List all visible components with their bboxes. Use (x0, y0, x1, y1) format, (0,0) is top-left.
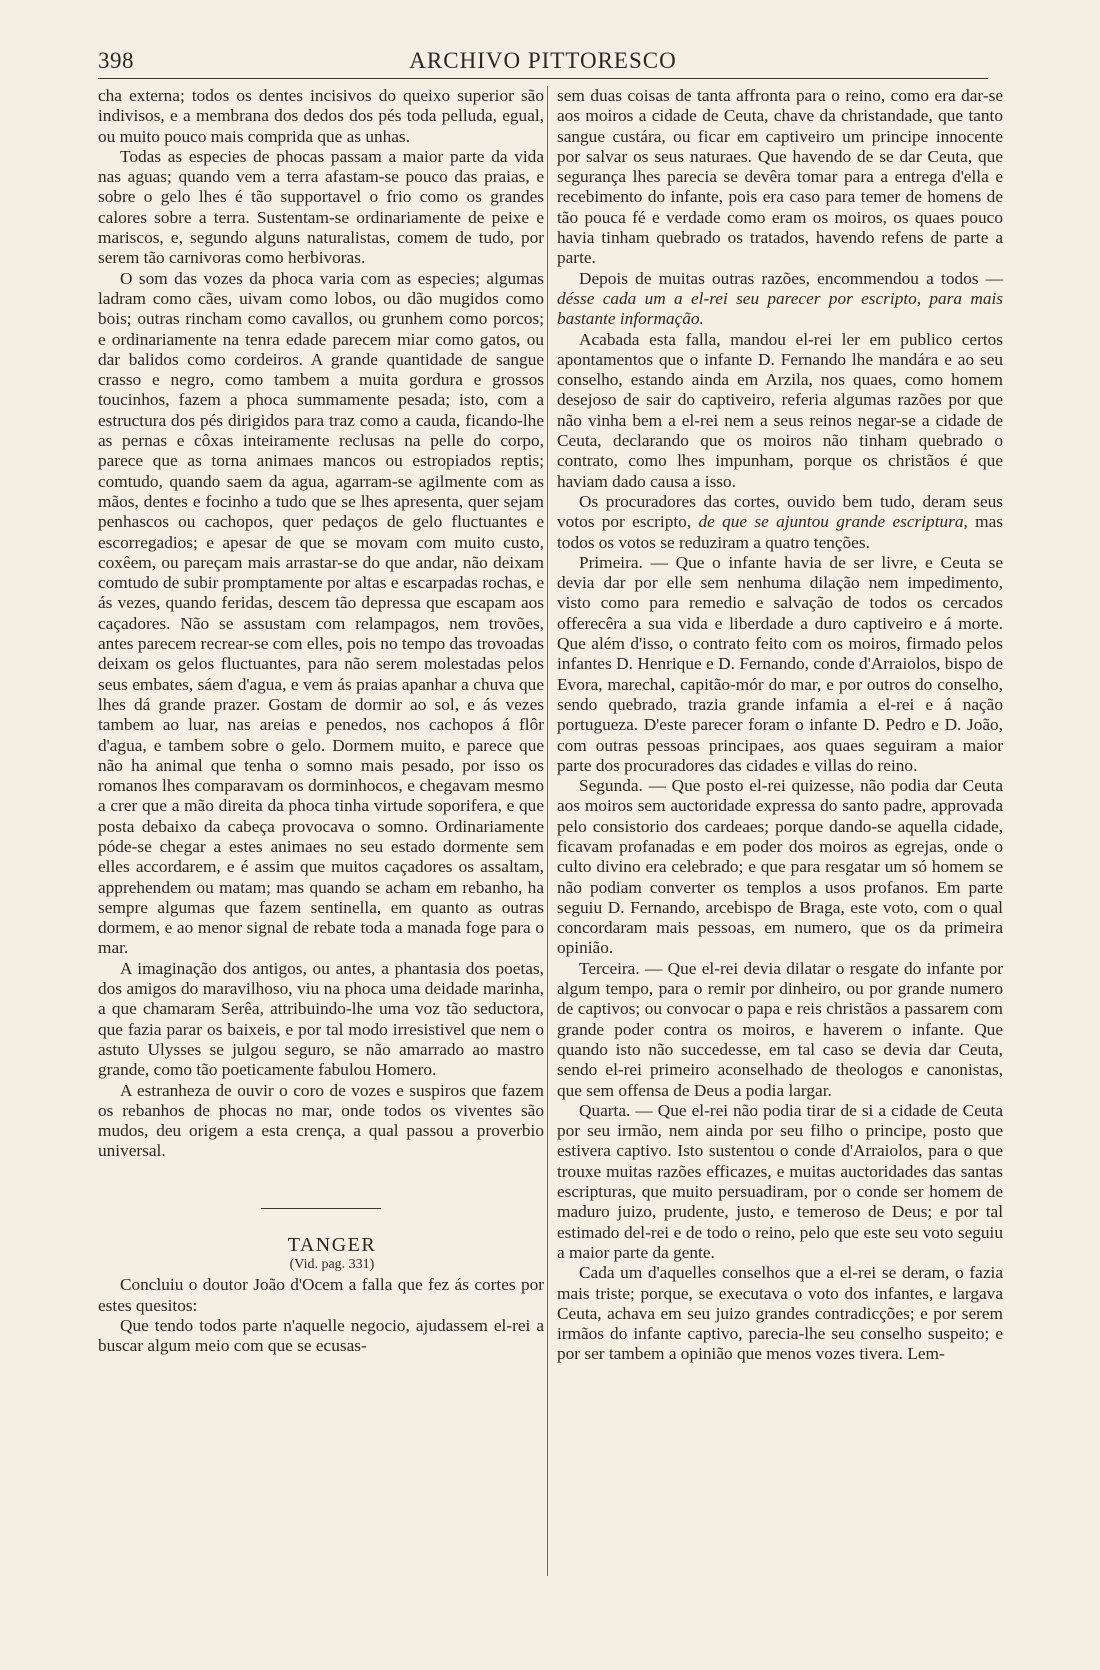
header-rule (98, 78, 988, 79)
italic-text: désse cada um a el-rei seu parecer por escripto, para mais bastante informação. (557, 288, 1003, 329)
italic-text: de que se ajuntou grande escriptura, (698, 512, 968, 532)
paragraph: Acabada esta falla, mandou el-rei ler em publico certos apontamentos que o infante D. Fernando lhe mandára e ao seu conselho, estando ainda em Arzila, nos quaes, como homem desejoso de sair do captiveiro, referia algumas razões por que não vinha bem a el-rei nem a seus reinos negar-se a cidade de Ceuta, declarando que os moiros não tinham quebrado o contrato, como lhes impunham, porque os christãos é que haviam dado causa a isso. (557, 329, 1003, 491)
paragraph: Cada um d'aquelles conselhos que a el-rei se deram, o fazia mais triste; porque, se executava o voto dos infantes, e largava Ceuta, achava em seu juizo grandes contradicções; e por serem irmãos do infante captivo, parecia-lhe seu conselho suspeito; e por ser tambem a opinião que menos vozes tivera. Lem- (557, 1263, 1003, 1364)
paragraph: sem duas coisas de tanta affronta para o reino, como era dar-se aos moiros a cidade de Ceuta, chave da christandade, que tanto sangue custára, ou ficar em captiveiro um principe innocente por salvar os seus naturaes. Que havendo de se dar Ceuta, que segurança lhes parecia se devêra tomar para a entrega d'ella e recebimento do infante, pois era caso para temer de homens de tão pouca fé e verdade como eram os moiros, os quaes pouco havia tinham quebrado os tratados, havendo refens de parte a parte. (557, 86, 1003, 268)
paragraph (557, 269, 1003, 330)
paragraph: A imaginação dos antigos, ou antes, a phantasia dos poetas, dos amigos do maravilhoso, viu na phoca uma deidade marinha, a que chamaram Serêa, attribuindo-lhe uma voz tão seductora, que fazia parar os baixeis, e por tal modo irresistivel que nem o astuto Ulysses se julgou seguro, se não amarrado ao mastro grande, como tão poeticamente fabulou Homero. (98, 958, 544, 1080)
page-number: 398 (98, 48, 134, 73)
paragraph: Todas as especies de phocas passam a maior parte da vida nas aguas; quando vem a terra afastam-se pouco das praias, e sobre o gelo lhes é tão supportavel o frio como os grandes calores sobre a terra. Sustentam-se ordinariamente de peixe e mariscos, e, segundo alguns naturalistas, comem de tudo, por serem tão carnivoras como herbivoras. (98, 146, 544, 268)
paragraph: O som das vozes da phoca varia com as especies; algumas ladram como cães, uivam como lobos, ou dão mugidos como bois; outras rincham como cavallos, ou grunhem como porcos; e ordinariamente na tenra edade parecem miar como gatos, ou dar balidos como cordeiros. A grande quantidade de sangue crasso e negro, como tambem a muita gordura e grossos toucinhos, fazem a phoca summamente pesada; isto, com a estructura dos pés dirigidos para traz como a cauda, ficando-lhe as pernas e côxas inteiramente reclusas na pelle do corpo, parece que as torna animaes mancos ou estropiados reptis; comtudo, quando saem da agua, agarram-se agilmente com as mãos, dentes e focinho a tudo que se lhes apresenta, quer sejam penhascos ou cachopos, quer pedaços de gelo fluctuantes e escorregadios; e apesar de que se movam com muito custo, coxêem, ou pareçam mais arrastar-se do que andar, não deixam comtudo de subir promptamente por altas e escarpadas rochas, e ás vezes, quando feridas, descem tão depressa que escapam aos caçadores. Não se assustam com relampagos, nem trovões, antes parecem recrear-se com elles, pois no tempo das trovoadas deixam os gelos fluctuantes, para não serem molestadas pelos seus embates, sáem d'agua, e vem ás praias apanhar a chuva que lhes dá grande prazer. Gostam de dormir ao sol, e ás vezes tambem ao luar, nas areias e penedos, nos cachopos á flôr d'agua, e tambem sobre o gelo. Dormem muito, e parece que não ha animal que tenha o somno mais pesado, por isso os romanos lhes comparavam os dorminhocos, e chegavam mesmo a crer que a mão direita da phoca tinha virtude soporifera, e que posta debaixo da cabeça provocava o somno. Ordinariamente póde-se chegar a estes animaes no seu estado dormente sem elles accordarem, e é assim que muitos caçadores os assaltam, apprehendem ou matam; mas quando se acham em rebanho, ha sempre algumas que fazem sentinella, em quanto as outras dormem, e ao menor signal de rebate toda a manada foge para o mar. (98, 268, 544, 958)
text-run: Os procuradores das cortes, ouvido bem tudo, deram seus votos por escripto, (557, 491, 1003, 532)
running-title: ARCHIVO PITTORESCO (409, 48, 677, 73)
right-column (557, 86, 1003, 1365)
paragraph: A estranheza de ouvir o coro de vozes e suspiros que fazem os rebanhos de phocas no mar, onde todos os viventes são mudos, deu origem a esta crença, a qual passou a proverbio universal. (98, 1080, 544, 1161)
paragraph (557, 492, 1003, 553)
page-header (98, 44, 988, 78)
paragraph: Que tendo todos parte n'aquelle negocio, ajudassem el-rei a buscar algum meio com que se ecusas- (98, 1315, 544, 1356)
left-column (98, 86, 544, 1357)
paragraph: cha externa; todos os dentes incisivos do queixo superior são indivisos, e a membrana dos dedos dos pés toda pelluda, egual, ou muito pouco mais comprida que as unhas. (98, 86, 544, 146)
text-run: mas todos os votos se reduziram a quatro tenções. (557, 512, 1003, 552)
paragraph: Terceira. — Que el-rei devia dilatar o resgate do infante por algum tempo, para o remir por dinheiro, ou por grande numero de captivos; ou convocar o papa e reis christãos a passarem com grande poder contra os moiros, e haverem o infante. Que quando isto não succedesse, em tal caso se devia dar Ceuta, sendo el-rei primeiro aconselhado de theologos e canonistas, que sem offensa de Deus a podia largar. (557, 958, 1003, 1100)
column-divider (547, 86, 548, 1576)
section-reference: (Vid. pag. 331) (289, 1257, 375, 1273)
paragraph: Primeira. — Que o infante havia de ser livre, e Ceuta se devia dar por elle sem nenhuma dilação nem impedimento, visto como para remedio e salvação de todos os cercados offerecêra a sua vida e liberdade a duro captiveiro e á morte. Que além d'isso, o contrato feito com os moiros, firmado pelos infantes D. Henrique e D. Fernando, conde d'Arraiolos, bispo de Evora, marechal, capitão-mór do mar, e por outros do conselho, sendo quebrado, trazia grande infamia a el-rei e á nação portugueza. D'este parecer foram o infante D. Pedro e D. João, com outras pessoas principaes, aos quaes seguiram a maior parte dos procuradores das cidades e villas do reino. (557, 552, 1003, 775)
paragraph: Concluiu o doutor João d'Ocem a falla que fez ás cortes por estes quesitos: (98, 1275, 544, 1315)
paragraph: Segunda. — Que posto el-rei quizesse, não podia dar Ceuta aos moiros sem auctoridade expressa do santo padre, approvada pelo consistorio dos cardeaes; porque dando-se aquella cidade, ficavam profanadas e em poder dos moiros as egrejas, onde o culto divino era celebrado; e que para resgatar um só homem se não podiam converter os templos a usos profanos. Em parte seguiu D. Fernando, arcebispo de Braga, este voto, com o qual concordaram mais pessoas, em numero, que os da primeira opinião. (557, 776, 1003, 958)
paragraph: Quarta. — Que el-rei não podia tirar de si a cidade de Ceuta por seu irmão, nem ainda por seu filho o principe, posto que estivera captivo. Isto sustentou o conde d'Arraiolos, para o que trouxe muitas razões efficazes, e muitas auctoridades das santas escripturas, que muito persuadiram, por o conde ser homem de maduro juizo, prudente, justo, e temeroso de Deus; e por tal estimado del-rei e de todo o reino, pelo que este seu voto seguiu a maior parte da gente. (557, 1100, 1003, 1262)
section-divider (261, 1208, 381, 1209)
section-title: TANGER (287, 1233, 377, 1256)
text-run: Depois de muitas outras razões, encommendou a todos — (579, 268, 1003, 288)
